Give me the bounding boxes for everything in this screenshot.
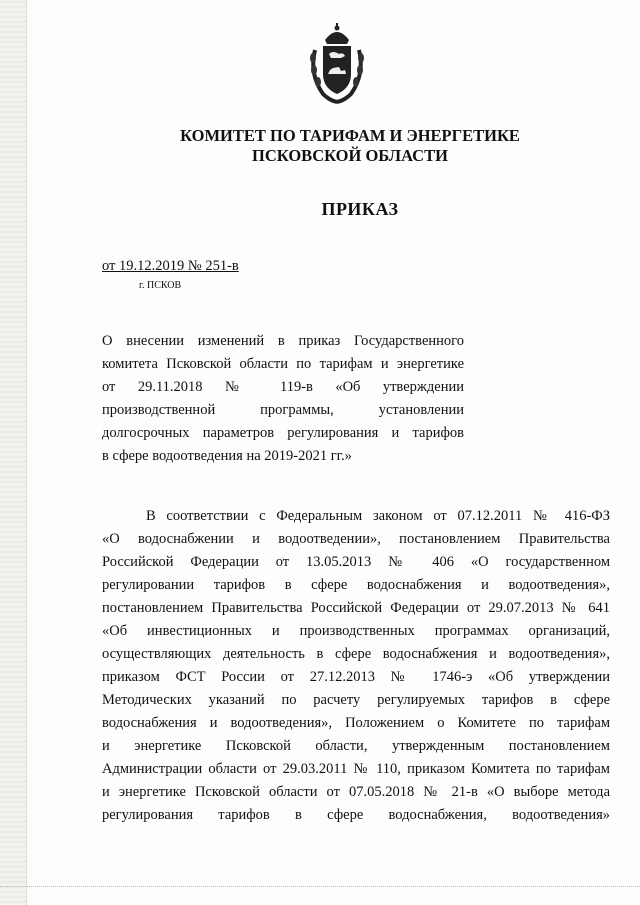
body-line: «Об инвестиционных и производственных программах организаций, <box>102 623 610 639</box>
body-line: «О водоснабжении и водоотведении», постановлением Правительства <box>102 531 610 547</box>
org-title-line-1: КОМИТЕТ ПО ТАРИФАМ И ЭНЕРГЕТИКЕ <box>180 126 520 145</box>
order-subject <box>102 330 464 468</box>
body-line: Методических указаний по расчету регулируемых тарифов в сфере <box>102 692 610 708</box>
body-line: водоснабжения и водоотведения», Положением о Комитете по тарифам <box>102 715 610 731</box>
body-line: и энергетике Псковской области, утвержденным постановлением <box>102 738 610 754</box>
body-line: постановлением Правительства Российской Федерации от 29.07.2013 № 641 <box>102 600 610 616</box>
body-line: регулировании тарифов в сфере водоснабжения и водоотведения», <box>102 577 610 593</box>
subject-line: О внесении изменений в приказ Государственного <box>102 333 464 349</box>
subject-line: от 29.11.2018 № 119-в «Об утверждении <box>102 379 464 395</box>
subject-line: производственной программы, установлении <box>102 402 464 418</box>
subject-line: комитета Псковской области по тарифам и энергетике <box>102 356 464 372</box>
scan-page-edge <box>0 0 27 905</box>
body-line: Администрации области от 29.03.2011 № 110, приказом Комитета по тарифам <box>102 761 610 777</box>
order-date-number: от 19.12.2019 № 251-в <box>102 258 239 274</box>
body-line: приказом ФСТ России от 27.12.2013 № 1746-э «Об утверждении <box>102 669 610 685</box>
body-line: и энергетике Псковской области от 07.05.2018 № 21-в «О выборе метода <box>102 784 610 800</box>
order-city: г. ПСКОВ <box>139 280 182 291</box>
order-body-paragraph <box>102 505 610 827</box>
body-line: Российской Федерации от 13.05.2013 № 406 «О государственном <box>102 554 610 570</box>
coat-of-arms-icon <box>305 22 369 106</box>
document-type-heading: ПРИКАЗ <box>321 199 399 219</box>
subject-line: в сфере водоотведения на 2019-2021 гг.» <box>102 448 352 464</box>
scan-bottom-edge <box>0 886 640 888</box>
body-line: осуществляющих деятельность в сфере водоснабжения и водоотведения», <box>102 646 610 662</box>
body-line: регулирования тарифов в сфере водоснабжения, водоотведения» <box>102 807 610 823</box>
organization-title <box>150 126 550 166</box>
body-line: В соответствии с Федеральным законом от 07.12.2011 № 416-ФЗ <box>146 508 610 524</box>
org-title-line-2: ПСКОВСКОЙ ОБЛАСТИ <box>252 146 448 165</box>
subject-line: долгосрочных параметров регулирования и тарифов <box>102 425 464 441</box>
